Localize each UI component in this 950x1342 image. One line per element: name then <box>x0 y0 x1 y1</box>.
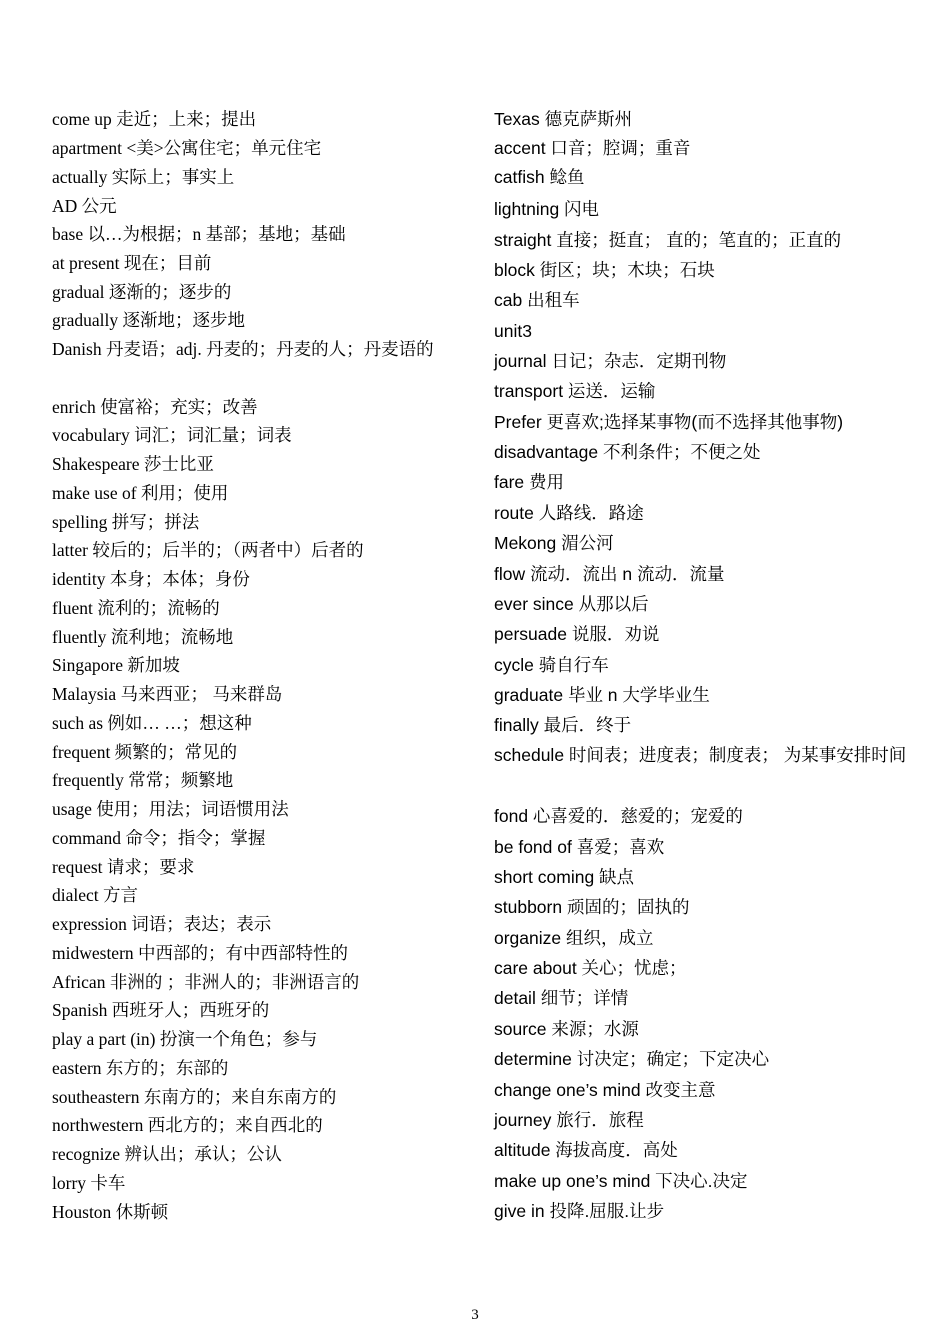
vocab-entry: frequent 频繁的；常见的 <box>52 742 238 762</box>
vocab-entry: base 以…为根据；n 基部；基地；基础 <box>52 224 346 244</box>
vocab-entry: graduate 毕业 n 大学毕业生 <box>494 685 710 705</box>
vocab-entry: detail 细节；详情 <box>494 988 629 1008</box>
vocab-entry: accent 口音；腔调；重音 <box>494 138 691 158</box>
vocab-entry: actually 实际上；事实上 <box>52 167 235 187</box>
vocab-entry: source 来源；水源 <box>494 1019 639 1039</box>
vocab-entry: play a part (in) 扮演一个角色；参与 <box>52 1029 318 1049</box>
vocab-entry: Singapore 新加坡 <box>52 655 180 675</box>
vocab-entry: such as 例如… …；想这种 <box>52 713 252 733</box>
vocab-entry: be fond of 喜爱；喜欢 <box>494 837 665 857</box>
vocab-entry: schedule 时间表；进度表；制度表； 为某事安排时间 <box>494 745 907 765</box>
vocab-entry: fare 费用 <box>494 472 565 492</box>
vocab-entry: catfish 鲶鱼 <box>494 167 585 187</box>
vocab-entry: journey 旅行．旅程 <box>494 1110 644 1130</box>
vocab-entry: eastern 东方的；东部的 <box>52 1058 229 1078</box>
vocab-entry: expression 词语；表达；表示 <box>52 914 272 934</box>
vocab-entry: vocabulary 词汇；词汇量；词表 <box>52 425 292 445</box>
vocab-entry: southeastern 东南方的；来自东南方的 <box>52 1087 337 1107</box>
vocab-entry: cycle 骑自行车 <box>494 655 609 675</box>
vocab-entry: Shakespeare 莎士比亚 <box>52 454 214 474</box>
vocab-entry: route 人路线．路途 <box>494 503 644 523</box>
vocab-entry: unit3 <box>494 321 532 341</box>
vocab-entry: straight 直接；挺直； 直的；笔直的；正直的 <box>494 230 842 250</box>
vocab-entry: stubborn 顽固的；固执的 <box>494 897 690 917</box>
vocab-entry: AD 公元 <box>52 196 117 216</box>
vocab-entry: usage 使用；用法；词语惯用法 <box>52 799 289 819</box>
vocab-entry: Danish 丹麦语；adj. 丹麦的；丹麦的人；丹麦语的 <box>52 339 434 359</box>
vocab-entry: altitude 海拔高度．高处 <box>494 1140 678 1160</box>
vocab-entry: at present 现在；目前 <box>52 253 212 273</box>
vocab-entry: transport 运送．运输 <box>494 381 656 401</box>
vocab-entry: ever since 从那以后 <box>494 594 649 614</box>
vocab-entry: organize 组织，成立 <box>494 928 654 948</box>
vocab-entry: block 街区；块；木块；石块 <box>494 260 715 280</box>
vocab-entry: finally 最后．终于 <box>494 715 632 735</box>
vocab-entry: change one’s mind 改变主意 <box>494 1080 716 1100</box>
vocab-entry: lorry 卡车 <box>52 1173 126 1193</box>
vocab-entry: make use of 利用；使用 <box>52 483 229 503</box>
vocab-entry: command 命令；指令；掌握 <box>52 828 266 848</box>
vocab-entry: flow 流动．流出 n 流动．流量 <box>494 564 725 584</box>
vocab-entry: enrich 使富裕；充实；改善 <box>52 397 258 417</box>
vocab-entry: Houston 休斯顿 <box>52 1202 169 1222</box>
vocab-entry: dialect 方言 <box>52 885 139 905</box>
vocab-entry: fluently 流利地；流畅地 <box>52 627 234 647</box>
vocab-entry: apartment <美>公寓住宅；单元住宅 <box>52 138 322 158</box>
vocab-entry: determine 讨决定；确定；下定决心 <box>494 1049 770 1069</box>
vocab-entry: come up 走近；上来；提出 <box>52 109 257 129</box>
vocab-entry: recognize 辨认出；承认；公认 <box>52 1144 282 1164</box>
vocab-entry: frequently 常常；频繁地 <box>52 770 234 790</box>
vocab-entry: Mekong 湄公河 <box>494 533 614 553</box>
page-number: 3 <box>471 1307 479 1323</box>
vocab-entry: gradual 逐渐的；逐步的 <box>52 282 232 302</box>
vocab-entry: spelling 拼写；拼法 <box>52 512 200 532</box>
vocab-entry: latter 较后的；后半的；（两者中）后者的 <box>52 540 364 560</box>
vocab-entry: fond 心喜爱的．慈爱的；宠爱的 <box>494 806 743 826</box>
vocab-entry: African 非洲的 ；非洲人的；非洲语言的 <box>52 972 360 992</box>
vocab-entry: short coming 缺点 <box>494 867 635 887</box>
vocab-entry: cab 出租车 <box>494 290 580 310</box>
vocab-entry: disadvantage 不利条件；不便之处 <box>494 442 761 462</box>
vocab-entry: persuade 说服．劝说 <box>494 624 660 644</box>
vocab-entry: fluent 流利的；流畅的 <box>52 598 220 618</box>
vocab-entry: lightning 闪电 <box>494 199 600 219</box>
vocab-entry: gradually 逐渐地；逐步地 <box>52 310 245 330</box>
vocab-entry: Texas 德克萨斯州 <box>494 109 633 129</box>
vocab-entry: northwestern 西北方的；来自西北的 <box>52 1115 323 1135</box>
vocab-entry: midwestern 中西部的；有中西部特性的 <box>52 943 349 963</box>
vocab-entry: make up one’s mind 下决心.决定 <box>494 1171 748 1191</box>
vocab-entry: identity 本身；本体；身份 <box>52 569 250 589</box>
vocab-entry: give in 投降.屈服.让步 <box>494 1201 665 1221</box>
vocab-entry: care about 关心；忧虑； <box>494 958 687 978</box>
vocab-entry: Prefer 更喜欢;选择某事物(而不选择其他事物) <box>494 412 844 432</box>
vocab-entry: request 请求；要求 <box>52 857 195 877</box>
vocab-entry: Malaysia 马来西亚； 马来群岛 <box>52 684 283 704</box>
vocab-entry: Spanish 西班牙人；西班牙的 <box>52 1000 270 1020</box>
vocab-entry: journal 日记；杂志．定期刊物 <box>494 351 727 371</box>
